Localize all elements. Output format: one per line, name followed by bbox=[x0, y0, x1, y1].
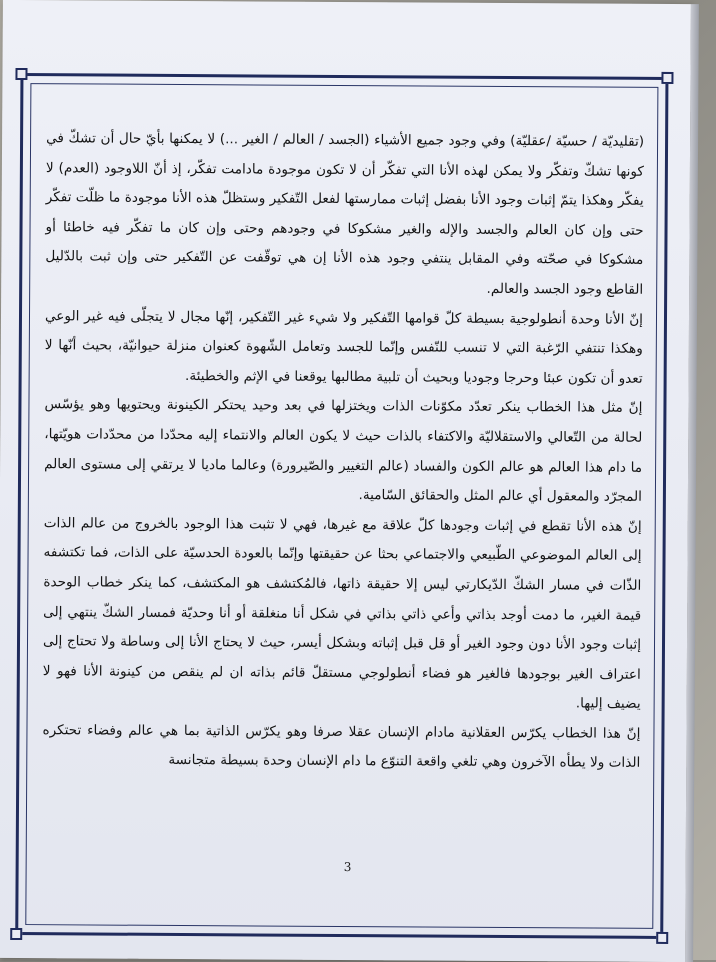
paragraph: إنّ هذه الأنا تقطع في إثبات وجودها كلّ علاقة مع غيرها، فهي لا تثبت هذا الوجود بالخروج من عالم الذات إلى العالم الموضوعي الطّبيعي والاجتماعي بحثا عن حقيقتها وإنّما بالعودة الحدسيّة على الذات، فما تكتشفه الذّات في مسار الشكّ الدّيكارتي ليس إلا حقيقة ذاتها، فالمُكتشف هو المكتشف، كما ينكر خطاب الوحدة قيمة الغير، ما دمت أوجد بذاتي وأعي ذاتي بذاتي في شكل أنا منغلقة أو أنا وحديّة فمسار الشكّ ينتهي إلى إثبات وجود الأنا دون وجود الغير أو قل قبل إثباته وبشكل أيسر، حيث لا يحتاج الأنا إلى وساطة ولا تحتاج إلى اعتراف الغير بوجودها فالغير هو فضاء أنطولوجي مستقلّ قائم بذاته ان لم ينقص من كينونة الأنا فهو لا يضيف إليها. bbox=[42, 514, 642, 713]
paragraph: إنّ الأنا وحدة أنطولوجية بسيطة كلّ قوامها التّفكير ولا شيء غير التّفكير، إنّها مجال لا يتجلّى فيه غير الوعي وهكذا تنتفي الرّغبة التي لا تنسب للنّفس وإنّما للجسد وتعامل الشّهوة كعنوان منزلة حيوانيّة، بحيث أنّها لا تعدو أن تكون عبئا وحرجا وجوديا وبحيث أن تلبية مطالبها يوقعنا في الإثم والخطيئة. bbox=[44, 307, 644, 387]
paragraph: إنّ هذا الخطاب يكرّس العقلانية مادام الإنسان عقلا صرفا وهو يكرّس الذاتية بما هي عالم وفضاء تحتكره الذات ولا يطأه الآخرون وهي تلغي واقعة التنوّع ما دام الإنسان وحدة بسيطة متجانسة bbox=[42, 722, 641, 772]
border-corner-ornament bbox=[656, 932, 668, 944]
body-text bbox=[42, 124, 644, 779]
paragraph: (تقليديّة / حسيّة /عقليّة) وفي وجود جميع الأشياء (الجسد / العالم / الغير ...) لا يمكنها بأيّ حال أن تشكّ في كونها تشكّ وتفكّر ولا يمكن لهذه الأنا التي تفكّر أن لا تكون موجودة مادامت تفكّر، إذ أنّ اللاوجود (العدم) لا يفكّر وهكذا يتمّ إثبات وجود الأنا بفضل إثبات ممارستها لفعل التّفكير وستظلّ هذه الأنا موجودة ما ظلّت تفكّر حتى وإن كان العالم والجسد والإله والغير مشكوكا في وجودهم وحتى وإن كان ما تفكّر فيه خاطئا أو مشكوكا في صحّته وفي المقابل ينتفي وجود هذه الأنا إن هي توقّفت عن التّفكير حتى وإن ثبت بالدّليل القاطع وجود الجسد والعالم. bbox=[45, 130, 645, 298]
border-corner-ornament bbox=[10, 928, 22, 940]
border-corner-ornament bbox=[661, 72, 673, 84]
page-number: 3 bbox=[343, 860, 352, 875]
paragraph: إنّ مثل هذا الخطاب ينكر تعدّد مكوّنات الذات ويختزلها في بعد وحيد يحتكر الكينونة ويحتويها وهو يؤسّس لحالة من التّعالي والاستقلاليّة والاكتفاء بالذات حيث لا يكون العالم والانتماء إليه محدّدا من محدّدات هويّتها، ما دام هذا العالم هو عالم الكون والفساد (عالم التغيير والصّيرورة) وعالما ماديا لا يرتقي إلى مستوى العالم المجرّد والمعقول أي عالم المثل والحقائق السّامية. bbox=[44, 396, 643, 505]
border-corner-ornament bbox=[15, 68, 27, 80]
